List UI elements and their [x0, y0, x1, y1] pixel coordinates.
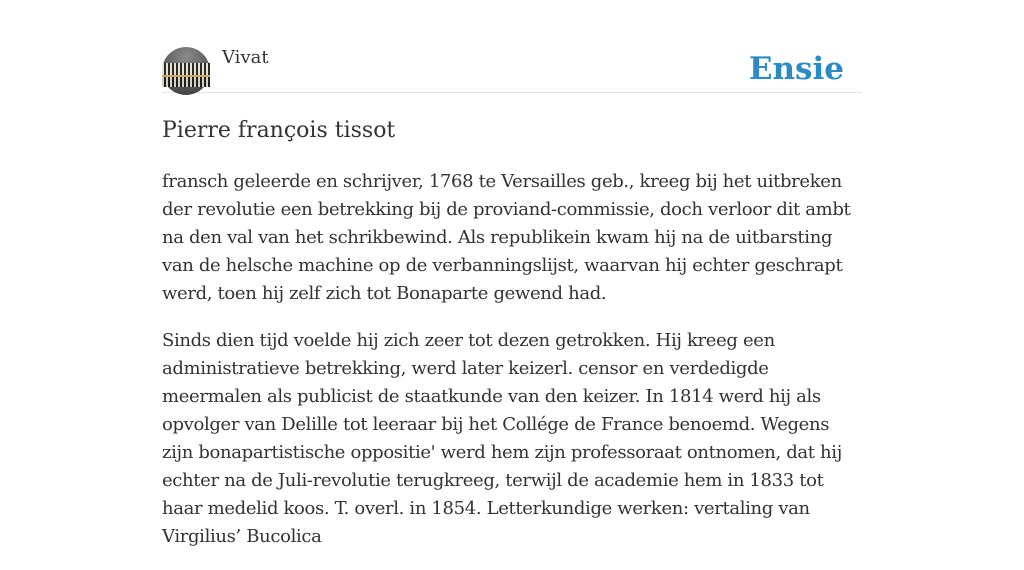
user-avatar[interactable] [162, 47, 210, 95]
article-body [162, 168, 862, 570]
header [162, 0, 862, 93]
bookshelf-avatar-icon [162, 63, 210, 75]
username-link[interactable]: Vivat [222, 47, 269, 68]
site-logo[interactable]: Ensie [748, 51, 844, 87]
page [162, 0, 862, 547]
article-paragraph: fransch geleerde en schrijver, 1768 te Versailles geb., kreeg bij het uitbreken der revolutie een betrekking bij de proviand-commissie, doch verloor dit ambt na den val van het schrikbewind. Als republikein kwam hij na de uitbarsting van de helsche machine op de verbanningslijst, waarvan hij echter geschrapt werd, toen hij zelf zich tot Bonaparte gewend had. [162, 171, 851, 304]
article-paragraph: Sinds dien tijd voelde hij zich zeer tot dezen getrokken. Hij kreeg een administratieve betrekking, werd later keizerl. censor en verdedigde meermalen als publicist de staatkunde van den keizer. In 1814 werd hij als opvolger van Delille tot leeraar bij het Collége de France benoemd. Wegens zijn bonapartistische oppositie' werd hem zijn professoraat ontnomen, dat hij echter na de Juli-revolutie terugkreeg, terwijl de academie hem in 1833 tot haar medelid koos. T. overl. in 1854. Letterkundige werken: vertaling van Virgilius’ Bucolica [162, 330, 842, 547]
article-title: Pierre françois tissot [162, 118, 396, 143]
avatar-shelf-lower [162, 77, 210, 87]
